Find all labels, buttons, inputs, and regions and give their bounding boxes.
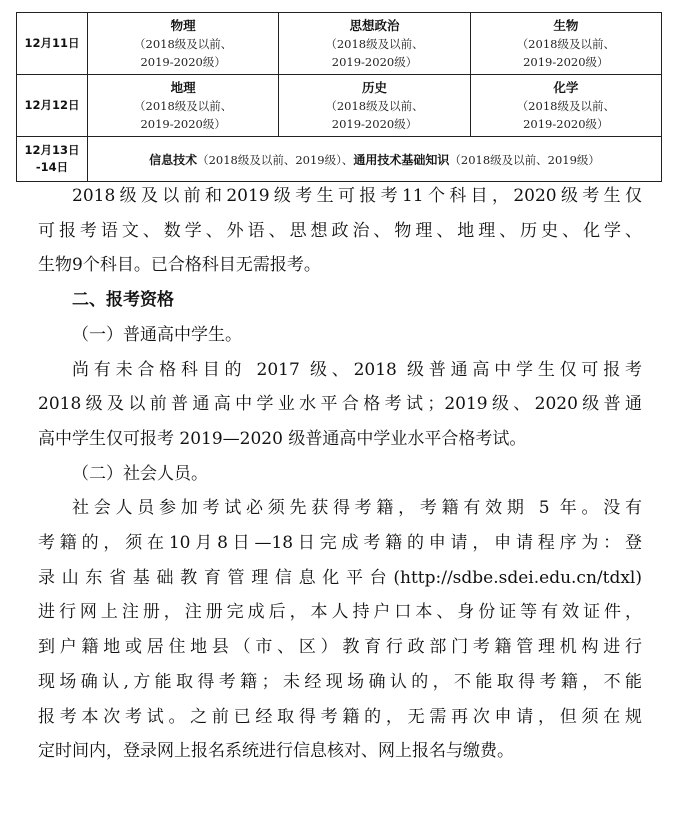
text-line: 生物9个科目。已合格科目无需报考。: [38, 255, 321, 276]
text-line: 录山东省基础教育管理信息化平台(http://sdbe.sdei.edu.cn/tdxl): [38, 567, 642, 588]
text-line: 高中学生仅可报考 2019—2020 级普通高中学业水平合格考试。: [38, 428, 527, 449]
subject-grade-note: 2019-2020级）: [331, 117, 418, 131]
subject-cell: [88, 13, 279, 75]
schedule-row: [17, 13, 662, 75]
subject-grade-note: （2018级及以前、: [325, 99, 424, 113]
subject-name: 通用技术基础知识: [353, 152, 450, 167]
subject-cell: [88, 137, 662, 182]
subject-name: 地理: [170, 80, 196, 95]
subject-grade-note: （2018级及以前、2019级）: [449, 152, 600, 167]
text-line: 2018级及以前普通高中学业水平合格考试；2019级、2020级普通: [38, 394, 642, 415]
document-body: [38, 179, 642, 769]
public-applicants-paragraph: [38, 491, 642, 769]
subject-name: 历史: [361, 80, 387, 95]
exam-date-line: -14日: [35, 160, 69, 174]
subject-grade-note: 2019-2020级）: [140, 55, 226, 69]
subject-cell: [470, 13, 661, 75]
subject-grade-note: （2018级及以前、2019级）、: [197, 152, 354, 167]
text-line: 到户籍地或居住地县（市、区）教育行政部门考籍管理机构进行: [38, 637, 642, 658]
text-line: 现场确认,方能取得考籍；未经现场确认的，不能取得考籍，不能: [38, 671, 642, 692]
text-line: 报考本次考试。之前已经取得考籍的，无需再次申请，但须在规: [38, 706, 642, 727]
subject-grade-note: （2018级及以前、: [325, 37, 424, 51]
subject-cell: [88, 75, 279, 137]
subject-cell: [279, 13, 470, 75]
text-line: 定时间内，登录网上报名系统进行信息核对、网上报名与缴费。: [38, 741, 514, 762]
subsection-heading: （一）普通高中学生。: [72, 324, 242, 345]
subject-name: 信息技术: [149, 152, 198, 167]
subject-cell: [470, 75, 661, 137]
schedule-row: [17, 137, 662, 182]
text-line: 考籍的，须在10月8日—18日完成考籍的申请，申请程序为：登: [38, 533, 642, 554]
exam-date: 12月11日: [17, 13, 88, 75]
section-heading: 二、报考资格: [72, 290, 174, 311]
subject-name: 化学: [553, 80, 579, 95]
subject-cell: [279, 75, 470, 137]
subject-grade-note: 2019-2020级）: [523, 55, 609, 69]
subject-grade-note: （2018级及以前、: [134, 99, 233, 113]
subject-grade-note: （2018级及以前、: [516, 37, 615, 51]
subject-grade-note: 2019-2020级）: [331, 55, 418, 69]
schedule-row: [17, 75, 662, 137]
subject-name: 思想政治: [349, 18, 400, 33]
subject-grade-note: 2019-2020级）: [140, 117, 226, 131]
exam-date: 12月12日: [17, 75, 88, 137]
subject-grade-note: 2019-2020级）: [523, 117, 609, 131]
exam-date-line: 12月13日: [24, 143, 80, 157]
exam-date: [17, 137, 88, 182]
text-line: 尚有未合格科目的 2017 级、2018 级普通高中学生仅可报考: [72, 359, 642, 380]
subject-grade-note: （2018级及以前、: [134, 37, 233, 51]
subjects-paragraph: [38, 179, 642, 283]
text-line: 进行网上注册，注册完成后，本人持户口本、身份证等有效证件，: [38, 602, 642, 623]
text-line: 可报考语文、数学、外语、思想政治、物理、地理、历史、化学、: [38, 220, 642, 241]
exam-schedule-table: [16, 12, 662, 182]
subject-name: 物理: [170, 18, 196, 33]
subsection-heading: （二）社会人员。: [72, 463, 208, 484]
students-paragraph: [38, 353, 642, 457]
subject-name: 生物: [553, 18, 579, 33]
text-line: 2018级及以前和2019级考生可报考11个科目，2020级考生仅: [72, 186, 642, 206]
subject-grade-note: （2018级及以前、: [516, 99, 615, 113]
text-line: 社会人员参加考试必须先获得考籍，考籍有效期 5 年。没有: [72, 498, 642, 519]
